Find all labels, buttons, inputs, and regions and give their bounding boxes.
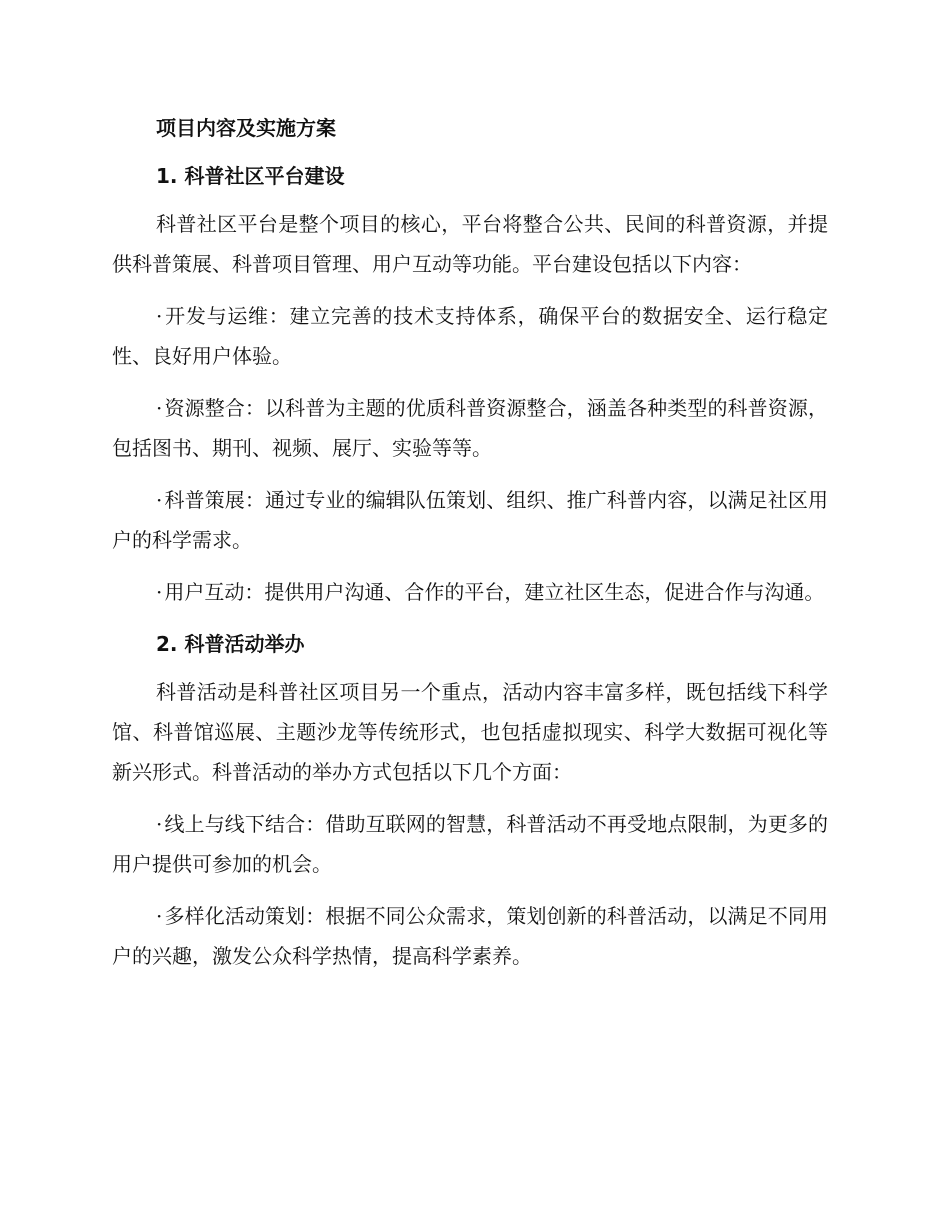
section-1-intro: 科普社区平台是整个项目的核心，平台将整合公共、民间的科普资源，并提供科普策展、科普项目管理、用户互动等功能。平台建设包括以下内容： [112,212,828,276]
bullet-marker: · [156,812,163,836]
bullet-text: 资源整合：以科普为主题的优质科普资源整合，涵盖各种类型的科普资源，包括图书、期刊、视频、展厅、实验等等。 [112,396,828,460]
bullet-marker: · [156,488,163,512]
bullet-text: 线上与线下结合：借助互联网的智慧，科普活动不再受地点限制，为更多的用户提供可参加的机会。 [112,812,828,876]
document-title: 项目内容及实施方案 [156,116,336,140]
bullet-text: 科普策展：通过专业的编辑队伍策划、组织、推广科普内容，以满足社区用户的科学需求。 [112,488,828,552]
section-2-heading: 2. 科普活动举办 [156,632,305,656]
section-2-intro: 科普活动是科普社区项目另一个重点，活动内容丰富多样，既包括线下科学馆、科普馆巡展、主题沙龙等传统形式，也包括虚拟现实、科学大数据可视化等新兴形式。科普活动的举办方式包括以下几个方面： [112,680,828,784]
bullet-marker: · [156,304,163,328]
bullet-text: 开发与运维：建立完善的技术支持体系，确保平台的数据安全、运行稳定性、良好用户体验。 [112,304,828,368]
section-1-bullet-interaction [112,572,828,612]
section-1-heading: 1. 科普社区平台建设 [156,164,345,188]
bullet-text: 多样化活动策划：根据不同公众需求，策划创新的科普活动，以满足不同用户的兴趣，激发公众科学热情，提高科学素养。 [112,904,828,968]
bullet-marker: · [156,396,163,420]
section-2-bullet-diverse-planning [112,896,828,976]
section-2-bullet-online-offline [112,804,828,884]
bullet-marker: · [156,580,163,604]
section-1-bullet-resources [112,388,828,468]
bullet-text: 用户互动：提供用户沟通、合作的平台，建立社区生态，促进合作与沟通。 [164,580,825,604]
document-body [112,108,828,988]
section-1-bullet-development [112,296,828,376]
section-1-bullet-curation [112,480,828,560]
bullet-marker: · [156,904,163,928]
